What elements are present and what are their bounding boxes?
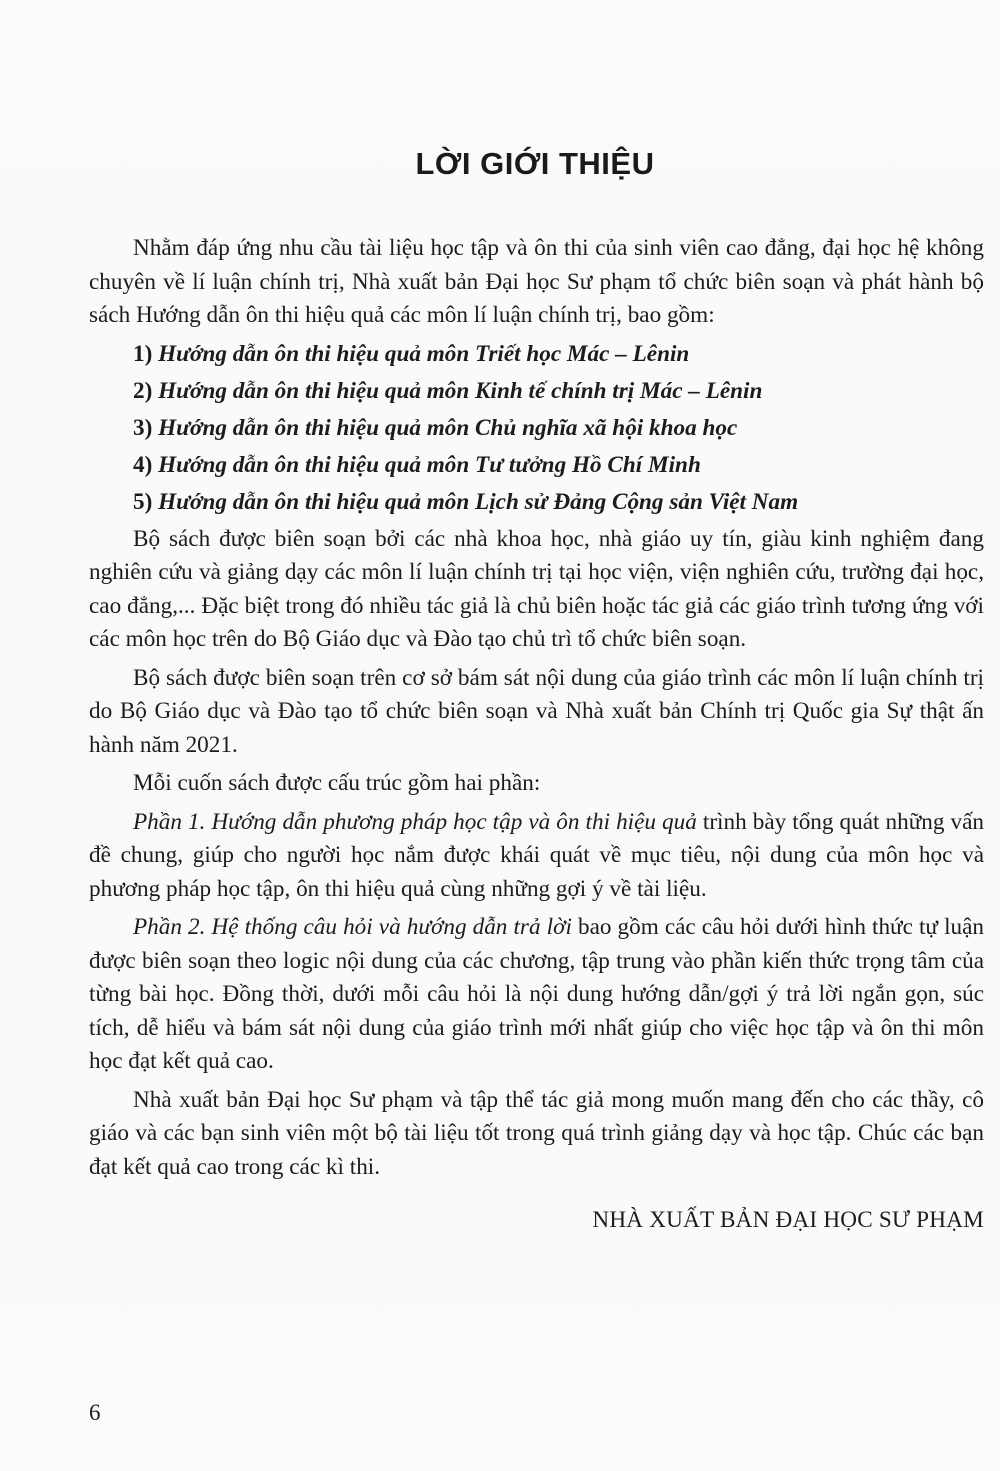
book-list-item <box>133 412 984 446</box>
part2-paragraph <box>89 911 984 1079</box>
book-title: Hướng dẫn ôn thi hiệu quả môn Triết học Mác – Lênin <box>158 340 690 367</box>
book-list-item <box>133 338 984 372</box>
page-title: LỜI GIỚI THIỆU <box>415 146 655 181</box>
part2-heading: Phần 2. Hệ thống câu hỏi và hướng dẫn trả lời <box>133 914 572 941</box>
book-list-item <box>133 486 984 520</box>
closing-paragraph: Nhà xuất bản Đại học Sư phạm và tập thể tác giả mong muốn mang đến cho các thầy, cô giáo và các bạn sinh viên một bộ tài liệu tốt trong quá trình giảng dạy và học tập. Chúc các bạn đạt kết quả cao trong các kì thi. <box>89 1086 984 1180</box>
book-title: Hướng dẫn ôn thi hiệu quả môn Chủ nghĩa xã hội khoa học <box>158 414 738 441</box>
book-number: 4) <box>133 451 153 478</box>
publisher-signature: NHÀ XUẤT BẢN ĐẠI HỌC SƯ PHẠM <box>592 1207 984 1234</box>
part2-text: bao gồm các câu hỏi dưới hình thức tự luận được biên soạn theo logic nội dung của các chương, tập trung vào phần kiến thức trọng tâm của từng bài học. Đồng thời, dưới mỗi câu hỏi là nội dung hướng dẫn/gợi ý trả lời ngắn gọn, súc tích, dễ hiểu và bám sát nội dung của giáo trình mới nhất giúp cho việc học tập và ôn thi môn học đạt kết quả cao. <box>89 914 984 1075</box>
basis-paragraph: Bộ sách được biên soạn trên cơ sở bám sát nội dung của giáo trình các môn lí luận chính trị do Bộ Giáo dục và Đào tạo tổ chức biên soạn và Nhà xuất bản Chính trị Quốc gia Sự thật ấn hành năm 2021. <box>89 664 984 758</box>
book-title: Hướng dẫn ôn thi hiệu quả môn Lịch sử Đảng Cộng sản Việt Nam <box>158 488 799 515</box>
book-title: Hướng dẫn ôn thi hiệu quả môn Kinh tế chính trị Mác – Lênin <box>158 377 763 404</box>
page-number: 6 <box>89 1400 101 1425</box>
book-title: Hướng dẫn ôn thi hiệu quả môn Tư tưởng Hồ Chí Minh <box>158 451 701 478</box>
book-number: 5) <box>133 488 153 515</box>
book-list <box>89 338 984 520</box>
structure-paragraph: Mỗi cuốn sách được cấu trúc gồm hai phần: <box>133 770 541 797</box>
book-list-item <box>133 375 984 409</box>
part1-heading: Phần 1. Hướng dẫn phương pháp học tập và ôn thi hiệu quả <box>133 808 697 835</box>
authors-paragraph: Bộ sách được biên soạn bởi các nhà khoa học, nhà giáo uy tín, giàu kinh nghiệm đang nghiên cứu và giảng dạy các môn lí luận chính trị tại học viện, viện nghiên cứu, trường đại học, cao đẳng,... Đặc biệt trong đó nhiều tác giả là chủ biên hoặc tác giả các giáo trình tương ứng với các môn học trên do Bộ Giáo dục và Đào tạo chủ trì tổ chức biên soạn. <box>89 525 984 653</box>
intro-paragraph: Nhằm đáp ứng nhu cầu tài liệu học tập và ôn thi của sinh viên cao đẳng, đại học hệ không chuyên về lí luận chính trị, Nhà xuất bản Đại học Sư phạm tổ chức biên soạn và phát hành bộ sách Hướng dẫn ôn thi hiệu quả các môn lí luận chính trị, bao gồm: <box>89 235 984 328</box>
book-list-item <box>133 449 984 483</box>
book-number: 3) <box>133 414 153 441</box>
document-body <box>89 232 984 1238</box>
book-number: 1) <box>133 340 153 367</box>
part1-text: trình bày tổng quát những vấn đề chung, giúp cho người học nắm được khái quát về mục tiêu, nội dung của môn học và phương pháp học tập, ôn thi hiệu quả cùng những gợi ý về tài liệu. <box>89 808 984 902</box>
book-number: 2) <box>133 377 153 404</box>
part1-paragraph <box>89 806 984 907</box>
